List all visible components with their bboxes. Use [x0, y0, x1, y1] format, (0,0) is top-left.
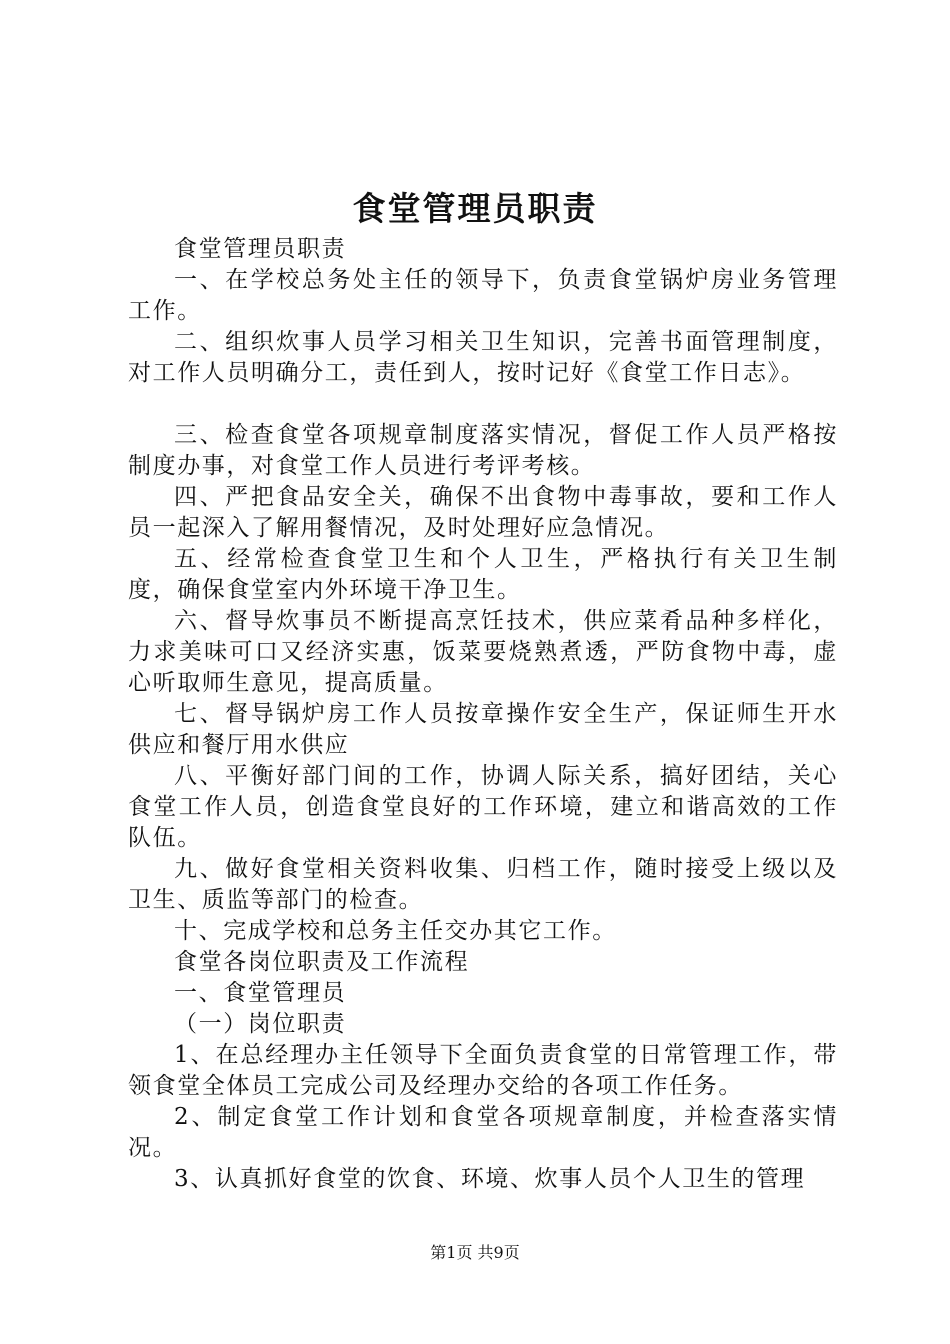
duty-item-2: 2、制定食堂工作计划和食堂各项规章制度，并检查落实情况。 [128, 1104, 838, 1161]
paragraph-item-8: 八、平衡好部门间的工作，协调人际关系，搞好团结，关心食堂工作人员，创造食堂良好的工作环境，建立和谐高效的工作队伍。 [128, 763, 838, 851]
duty-item-3: 3、认真抓好食堂的饮食、环境、炊事人员个人卫生的管理 [174, 1166, 806, 1192]
paragraph-heading: 食堂管理员职责 [174, 236, 347, 262]
sub-subsection-heading: （一）岗位职责 [174, 1011, 347, 1037]
paragraph-item-1: 一、在学校总务处主任的领导下，负责食堂锅炉房业务管理工作。 [128, 267, 838, 324]
paragraph-item-3: 三、检查食堂各项规章制度落实情况，督促工作人员严格按制度办事，对食堂工作人员进行考评考核。 [128, 422, 838, 479]
duty-item-1: 1、在总经理办主任领导下全面负责食堂的日常管理工作，带领食堂全体员工完成公司及经理办交给的各项工作任务。 [128, 1042, 838, 1099]
page-number: 第1页 共9页 [430, 1243, 520, 1262]
paragraph-item-6: 六、督导炊事员不断提高烹饪技术，供应菜肴品种多样化，力求美味可口又经济实惠，饭菜要烧熟煮透，严防食物中毒，虚心听取师生意见，提高质量。 [128, 608, 838, 696]
paragraph-item-4: 四、严把食品安全关，确保不出食物中毒事故，要和工作人员一起深入了解用餐情况，及时处理好应急情况。 [128, 484, 838, 541]
document-body [128, 234, 838, 1195]
section-heading: 食堂各岗位职责及工作流程 [174, 949, 470, 975]
subsection-heading: 一、食堂管理员 [174, 980, 347, 1006]
paragraph-item-5: 五、经常检查食堂卫生和个人卫生，严格执行有关卫生制度，确保食堂室内外环境干净卫生。 [128, 546, 838, 603]
blank-line [128, 389, 838, 420]
paragraph-item-9: 九、做好食堂相关资料收集、归档工作，随时接受上级以及卫生、质监等部门的检查。 [128, 856, 838, 913]
document-title: 食堂管理员职责 [352, 189, 598, 228]
paragraph-item-2: 二、组织炊事人员学习相关卫生知识，完善书面管理制度，对工作人员明确分工，责任到人，按时记好《食堂工作日志》。 [128, 329, 838, 386]
paragraph-item-7: 七、督导锅炉房工作人员按章操作安全生产，保证师生开水供应和餐厅用水供应 [128, 701, 838, 758]
paragraph-item-10: 十、完成学校和总务主任交办其它工作。 [174, 918, 617, 944]
